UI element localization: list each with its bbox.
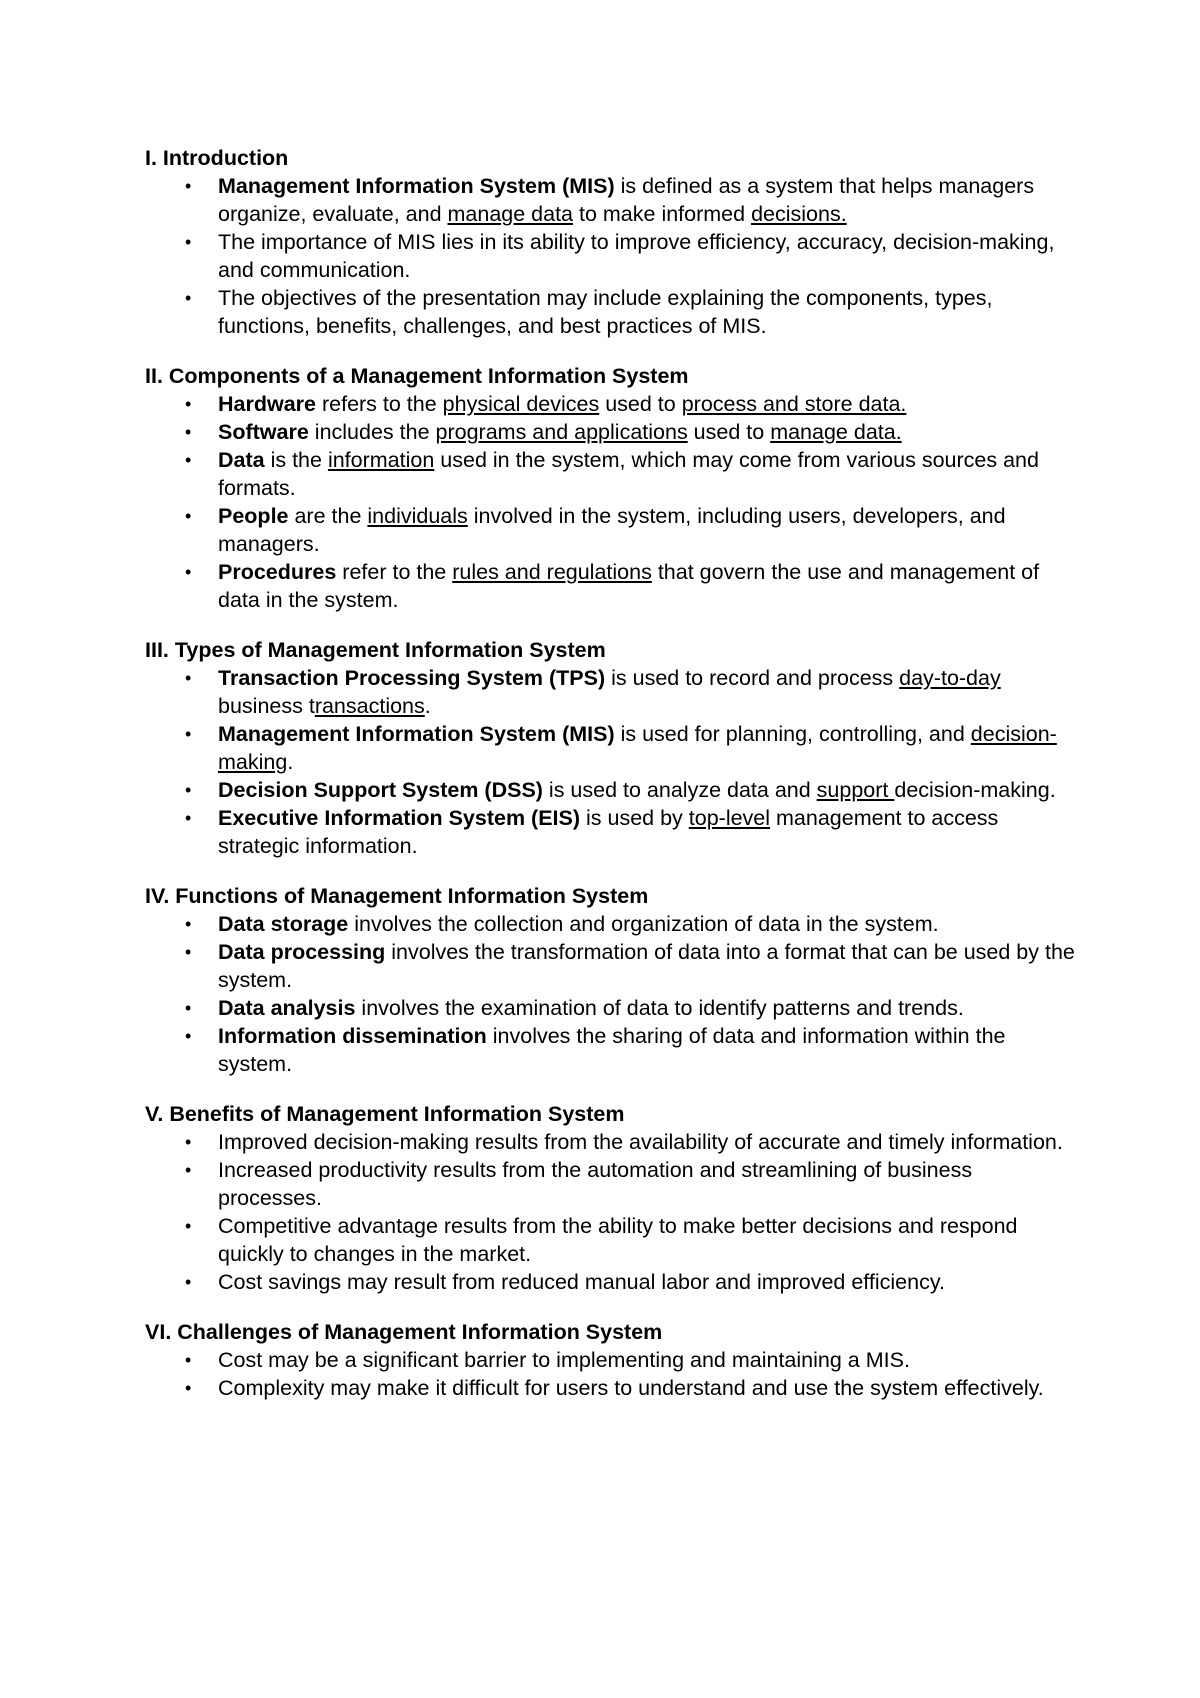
bullet-icon: • xyxy=(185,394,192,414)
body-text: is the xyxy=(264,448,328,472)
section-heading: V. Benefits of Management Information System xyxy=(145,1102,625,1126)
underlined-text: individuals xyxy=(367,504,468,528)
body-text: involves the collection and organization of data in the system. xyxy=(348,912,939,936)
underlined-text: process and store data. xyxy=(681,392,907,416)
body-text: used in the system, which may come from various sources and formats. xyxy=(218,448,1039,500)
body-text: that govern the use and management of data in the system. xyxy=(218,560,1040,612)
bullet-icon: • xyxy=(185,1350,192,1370)
bullet-icon: • xyxy=(185,562,192,582)
underlined-text: rules and regulations xyxy=(452,560,652,584)
bullet-item xyxy=(145,1156,1075,1212)
bullet-item xyxy=(145,502,1075,558)
body-text: . xyxy=(287,750,294,774)
bullet-item xyxy=(145,720,1075,776)
bullet-list xyxy=(145,910,1075,1078)
bullet-item xyxy=(145,390,1075,418)
bullet-icon: • xyxy=(185,998,192,1018)
underlined-text: information xyxy=(327,448,435,472)
body-text: The importance of MIS lies in its ability to improve efficiency, accuracy, decision-making, and communication. xyxy=(218,230,1055,282)
section-heading: IV. Functions of Management Information System xyxy=(145,884,649,908)
body-text: refers to the xyxy=(316,392,443,416)
body-text: involved in the system, including users, developers, and managers. xyxy=(218,504,1006,556)
body-text: is used to analyze data and xyxy=(542,778,817,802)
body-text: Increased productivity results from the automation and streamlining of business processes. xyxy=(218,1158,973,1210)
body-text: is used by xyxy=(580,806,689,830)
bullet-item xyxy=(145,1268,1075,1296)
section-heading: III. Types of Management Information System xyxy=(145,638,606,662)
body-text: involves the sharing of data and information within the system. xyxy=(218,1024,1006,1076)
body-text: is used to record and process xyxy=(605,666,900,690)
section-heading: VI. Challenges of Management Information System xyxy=(145,1320,663,1344)
bullet-item xyxy=(145,1346,1075,1374)
bullet-item xyxy=(145,228,1075,284)
outline-section xyxy=(145,144,1075,340)
bullet-item xyxy=(145,938,1075,994)
outline-section xyxy=(145,882,1075,1078)
body-text: Cost may be a significant barrier to implementing and maintaining a MIS. xyxy=(218,1348,910,1372)
section-heading: II. Components of a Management Information System xyxy=(145,364,689,388)
body-text: involves the transformation of data into a format that can be used by the system. xyxy=(218,940,1075,992)
bullet-item xyxy=(145,804,1075,860)
bold-term: Management Information System (MIS) xyxy=(218,174,615,198)
bullet-item xyxy=(145,1374,1075,1402)
bullet-icon: • xyxy=(185,1378,192,1398)
bullet-icon: • xyxy=(185,942,192,962)
outline-section xyxy=(145,1318,1075,1402)
bullet-list xyxy=(145,390,1075,614)
bullet-icon: • xyxy=(185,506,192,526)
body-text: used to xyxy=(687,420,771,444)
bullet-icon: • xyxy=(185,1132,192,1152)
bullet-item xyxy=(145,418,1075,446)
bullet-icon: • xyxy=(185,914,192,934)
bullet-icon: • xyxy=(185,450,192,470)
bullet-icon: • xyxy=(185,780,192,800)
body-text: Improved decision-making results from the availability of accurate and timely information. xyxy=(218,1130,1063,1154)
bullet-item xyxy=(145,558,1075,614)
bold-term: Management Information System (MIS) xyxy=(218,722,615,746)
bullet-item xyxy=(145,1022,1075,1078)
bullet-icon: • xyxy=(185,1216,192,1236)
bullet-item xyxy=(145,446,1075,502)
bold-term: Hardware xyxy=(218,392,316,416)
underlined-text: top-level xyxy=(688,806,771,830)
bullet-item xyxy=(145,664,1075,720)
outline-section xyxy=(145,636,1075,860)
bullet-icon: • xyxy=(185,1160,192,1180)
bullet-icon: • xyxy=(185,808,192,828)
underlined-text: physical devices xyxy=(442,392,600,416)
bold-term: Transaction Processing System (TPS) xyxy=(218,666,606,690)
bullet-icon: • xyxy=(185,232,192,252)
bold-term: Data xyxy=(218,448,265,472)
bold-term: Data analysis xyxy=(218,996,356,1020)
bold-term: Executive Information System (EIS) xyxy=(218,806,581,830)
body-text: management to access strategic information. xyxy=(218,806,999,858)
body-text: are the xyxy=(288,504,368,528)
body-text: Competitive advantage results from the ability to make better decisions and respond quickly to changes in the market. xyxy=(218,1214,1018,1266)
bold-term: Procedures xyxy=(218,560,337,584)
underlined-text: support xyxy=(816,778,895,802)
bullet-item xyxy=(145,172,1075,228)
body-text: includes the xyxy=(308,420,436,444)
underlined-text: programs and applications xyxy=(435,420,688,444)
bullet-list xyxy=(145,1128,1075,1296)
body-text: business t xyxy=(218,694,315,718)
bullet-icon: • xyxy=(185,176,192,196)
bullet-icon: • xyxy=(185,1272,192,1292)
bullet-item xyxy=(145,1212,1075,1268)
underlined-text: manage data. xyxy=(770,420,902,444)
section-heading: I. Introduction xyxy=(145,146,289,170)
underlined-text: ransactions xyxy=(314,694,425,718)
outline-section xyxy=(145,362,1075,614)
body-text: Complexity may make it difficult for users to understand and use the system effectively. xyxy=(218,1376,1044,1400)
body-text: The objectives of the presentation may include explaining the components, types, functions, benefits, challenges, and best practices of MIS. xyxy=(218,286,993,338)
bullet-icon: • xyxy=(185,1026,192,1046)
body-text: is defined as a system that helps managers organize, evaluate, and xyxy=(218,174,1035,226)
document-body xyxy=(145,144,1075,1424)
bullet-icon: • xyxy=(185,288,192,308)
bullet-list xyxy=(145,1346,1075,1402)
bullet-icon: • xyxy=(185,724,192,744)
body-text: to make informed xyxy=(573,202,752,226)
bullet-list xyxy=(145,664,1075,860)
bold-term: Data processing xyxy=(218,940,386,964)
body-text: decision-making. xyxy=(894,778,1056,802)
bold-term: Data storage xyxy=(218,912,349,936)
underlined-text: day-to-day xyxy=(899,666,1001,690)
bullet-icon: • xyxy=(185,668,192,688)
underlined-text: decision-making xyxy=(218,722,1057,774)
bold-term: Decision Support System (DSS) xyxy=(218,778,543,802)
bullet-item xyxy=(145,1128,1075,1156)
bullet-icon: • xyxy=(185,422,192,442)
body-text: Cost savings may result from reduced manual labor and improved efficiency. xyxy=(218,1270,945,1294)
underlined-text: decisions. xyxy=(751,202,847,226)
bold-term: Information dissemination xyxy=(218,1024,487,1048)
body-text: is used for planning, controlling, and xyxy=(614,722,971,746)
bold-term: People xyxy=(218,504,289,528)
bullet-item xyxy=(145,910,1075,938)
underlined-text: manage data xyxy=(447,202,574,226)
body-text: . xyxy=(424,694,431,718)
bullet-item xyxy=(145,776,1075,804)
body-text: used to xyxy=(599,392,682,416)
outline-section xyxy=(145,1100,1075,1296)
bullet-list xyxy=(145,172,1075,340)
body-text: involves the examination of data to identify patterns and trends. xyxy=(355,996,964,1020)
bullet-item xyxy=(145,994,1075,1022)
bold-term: Software xyxy=(218,420,309,444)
bullet-item xyxy=(145,284,1075,340)
body-text: refer to the xyxy=(336,560,453,584)
